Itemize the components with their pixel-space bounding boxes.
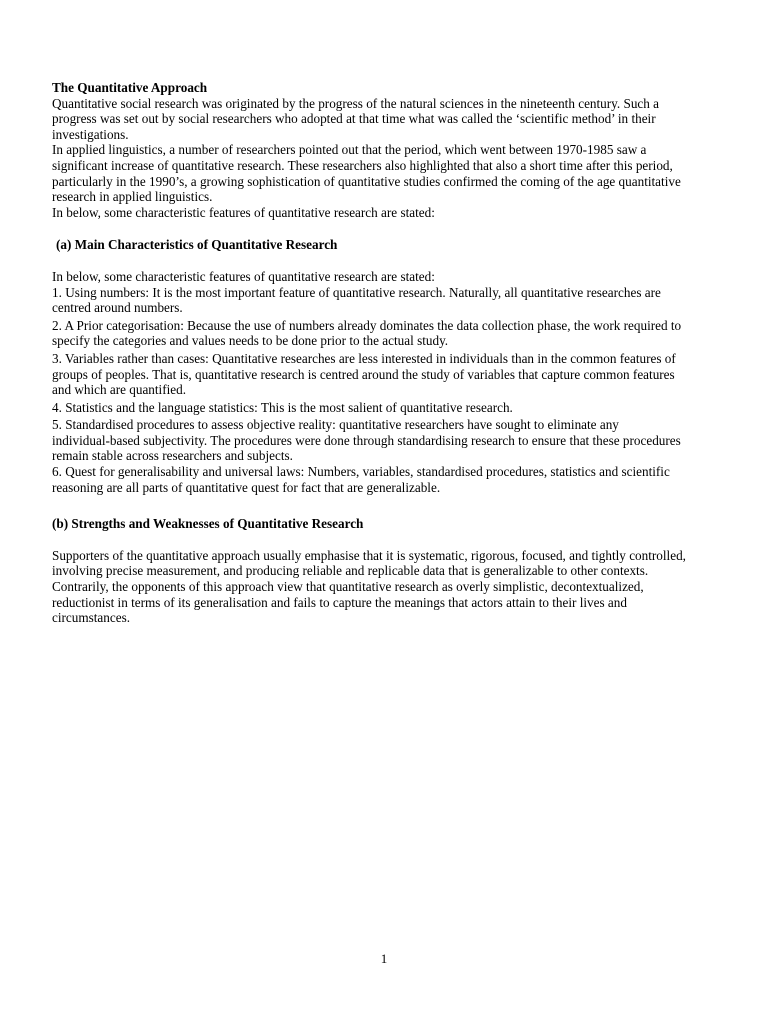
text-line: research in applied linguistics. (52, 189, 213, 205)
text-line: Quantitative social research was originated by the progress of the natural sciences in the nineteenth century. Such a (52, 95, 660, 111)
text-line: 4. Statistics and the language statistics: This is the most salient of quantitative research. (52, 399, 513, 415)
text-line: remain stable across researchers and subjects. (52, 448, 293, 464)
text-line: 2. A Prior categorisation: Because the use of numbers already dominates the data collection phase, the work required to (52, 317, 682, 333)
text-line: Contrarily, the opponents of this approach view that quantitative research as overly simplistic, decontextualized, (52, 579, 644, 595)
text-line: involving precise measurement, and producing reliable and replicable data that is generalizable to other contexts. (52, 563, 649, 579)
text-line: Supporters of the quantitative approach usually emphasise that it is systematic, rigorous, focused, and tightly controlled, (52, 547, 686, 563)
text-line: investigations. (52, 126, 129, 142)
text-line: 6. Quest for generalisability and universal laws: Numbers, variables, standardised procedures, statistics and scientific (52, 464, 670, 480)
text-line: particularly in the 1990’s, a growing sophistication of quantitative studies confirmed the coming of the age quantitative (52, 173, 681, 189)
section-a-intro: In below, some characteristic features of quantitative research are stated: (52, 268, 435, 284)
section-a-heading: (a) Main Characteristics of Quantitative Research (56, 237, 338, 253)
text-line: 3. Variables rather than cases: Quantitative researches are less interested in individuals than in the common features of (52, 350, 676, 366)
document-title: The Quantitative Approach (52, 80, 208, 95)
list-item (52, 318, 766, 349)
list-item (52, 417, 766, 495)
text-line: centred around numbers. (52, 300, 183, 316)
text-line: significant increase of quantitative research. These researchers also highlighted that also a short time after this period, (52, 157, 673, 173)
applied-linguistics-paragraph (52, 142, 766, 204)
text-line: individual-based subjectivity. The procedures were done through standardising research to ensure that these procedures (52, 432, 681, 448)
text-line: progress was set out by social researchers who adopted at that time what was called the ‘scientific method’ in their (52, 111, 656, 127)
text-line: 5. Standardised procedures to assess objective reality: quantitative researchers have sought to eliminate any (52, 417, 619, 433)
strengths-weaknesses-paragraph (52, 548, 766, 626)
text-line: reductionist in terms of its generalisation and fails to capture the meanings that actors attain to their lives and (52, 594, 627, 610)
document-page (52, 80, 766, 626)
text-line: groups of peoples. That is, quantitative research is centred around the study of variables that capture common features (52, 366, 675, 382)
text-line: specify the categories and values needs to be done prior to the actual study. (52, 333, 449, 349)
list-item (52, 351, 766, 398)
list-item (52, 400, 766, 416)
features-intro-line: In below, some characteristic features of quantitative research are stated: (52, 204, 435, 220)
text-line: In applied linguistics, a number of researchers pointed out that the period, which went between 1970-1985 saw a (52, 142, 647, 158)
text-line: reasoning are all parts of quantitative quest for fact that are generalizable. (52, 479, 441, 495)
list-item (52, 285, 766, 316)
page-number: 1 (380, 951, 388, 966)
section-b-heading: (b) Strengths and Weaknesses of Quantitative Research (52, 516, 364, 532)
intro-paragraph (52, 96, 766, 143)
text-line: circumstances. (52, 610, 130, 626)
text-line: 1. Using numbers: It is the most important feature of quantitative research. Naturally, all quantitative researches are (52, 284, 661, 300)
text-line: and which are quantified. (52, 382, 187, 398)
